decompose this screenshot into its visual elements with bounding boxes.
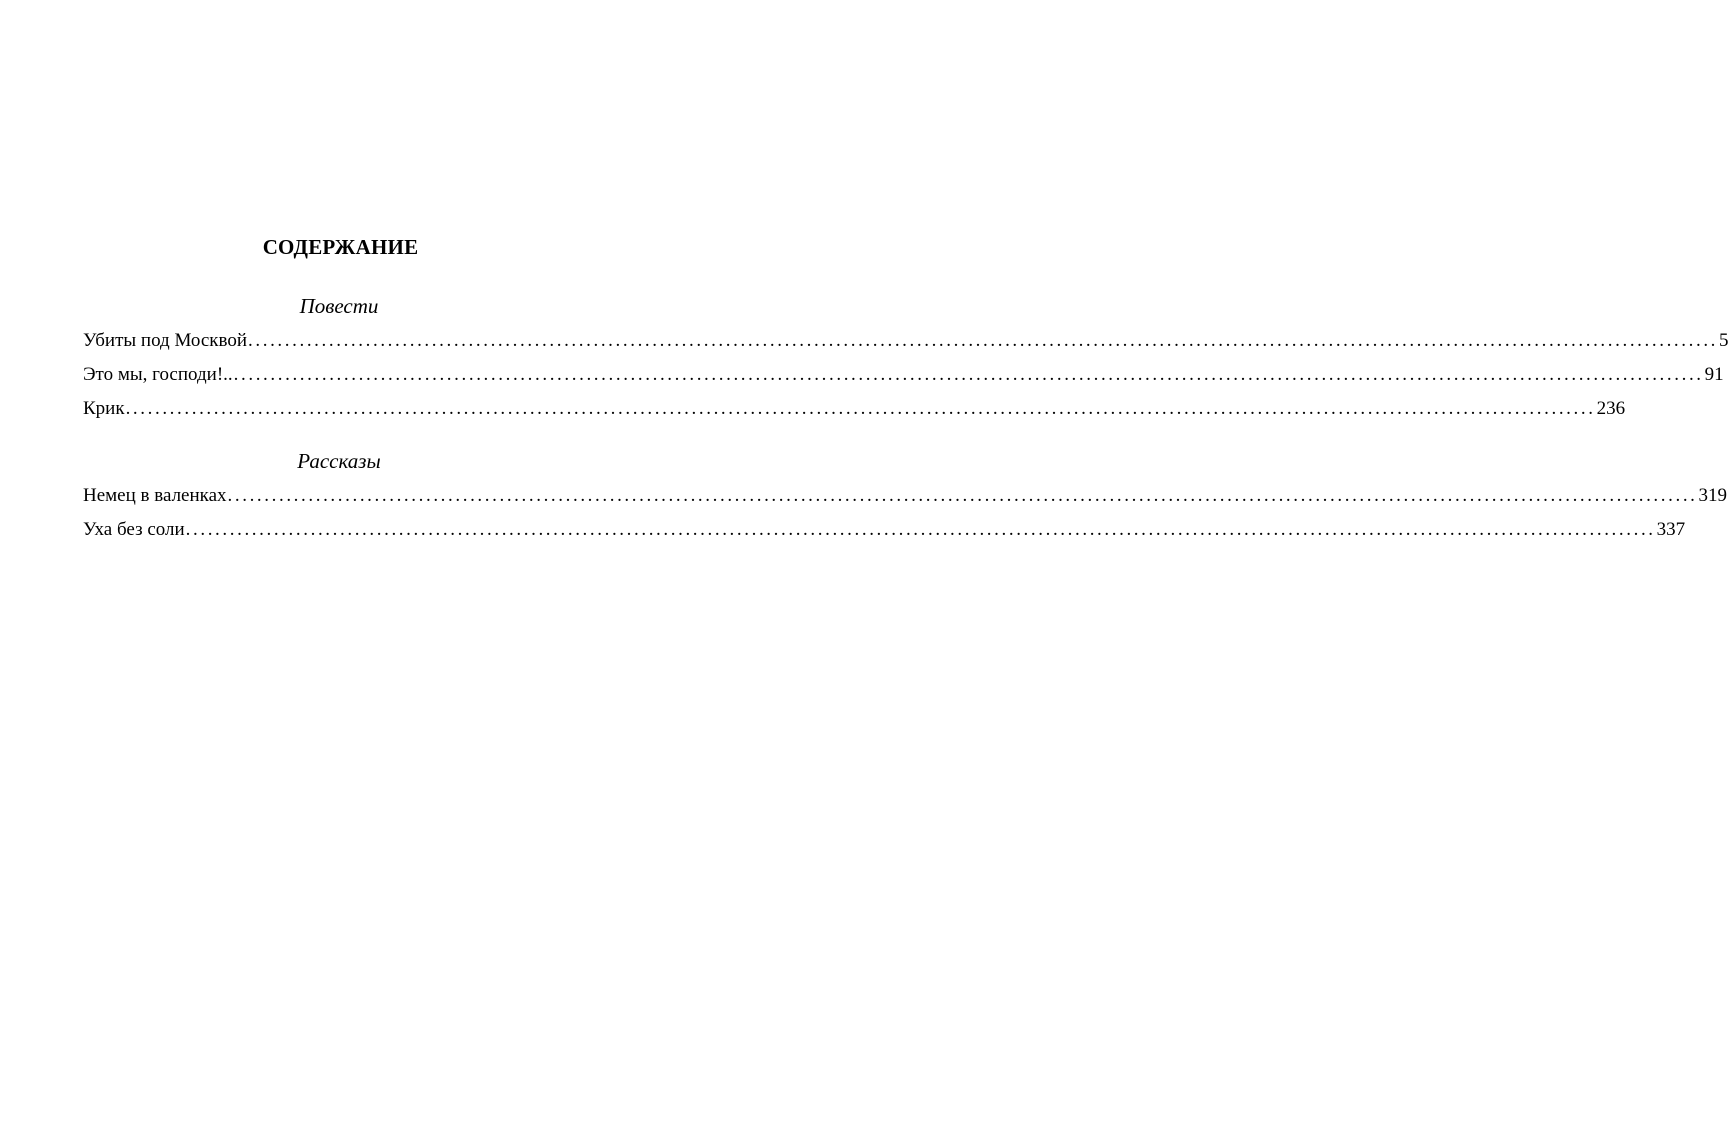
entry-page-number: 337 [1656,519,1686,540]
toc-entry [83,363,1724,397]
toc-entry [83,518,1686,552]
toc-heading: СОДЕРЖАНИЕ [262,235,419,259]
entry-page-number: 91 [1704,364,1724,385]
dot-leader: ........................................................................................................................................................................................................ [233,364,1704,385]
toc-section-rasskazy [83,448,1728,552]
entry-page-number: 5 [1719,330,1729,351]
table-of-contents [83,234,1729,552]
toc-entry [83,329,1729,363]
entry-page-number: 319 [1698,485,1728,506]
toc-entry [83,397,1626,431]
entry-title: Уха без соли [83,519,185,540]
dot-leader: ........................................................................................................................................................................................................ [185,519,1656,540]
entry-title: Это мы, господи!.. [83,364,233,385]
toc-section-povesti [83,293,1729,431]
section-title: Повести [299,294,379,318]
entry-title: Крик [83,398,125,419]
entry-page-number: 236 [1596,398,1626,419]
dot-leader: ........................................................................................................................................................................................................ [227,485,1698,506]
dot-leader: ........................................................................................................................................................................................................ [248,330,1719,351]
entry-title: Убиты под Москвой [83,330,248,351]
entry-title: Немец в валенках [83,485,227,506]
toc-entry [83,484,1728,518]
section-title: Рассказы [297,449,381,473]
dot-leader: ........................................................................................................................................................................................................ [125,398,1596,419]
